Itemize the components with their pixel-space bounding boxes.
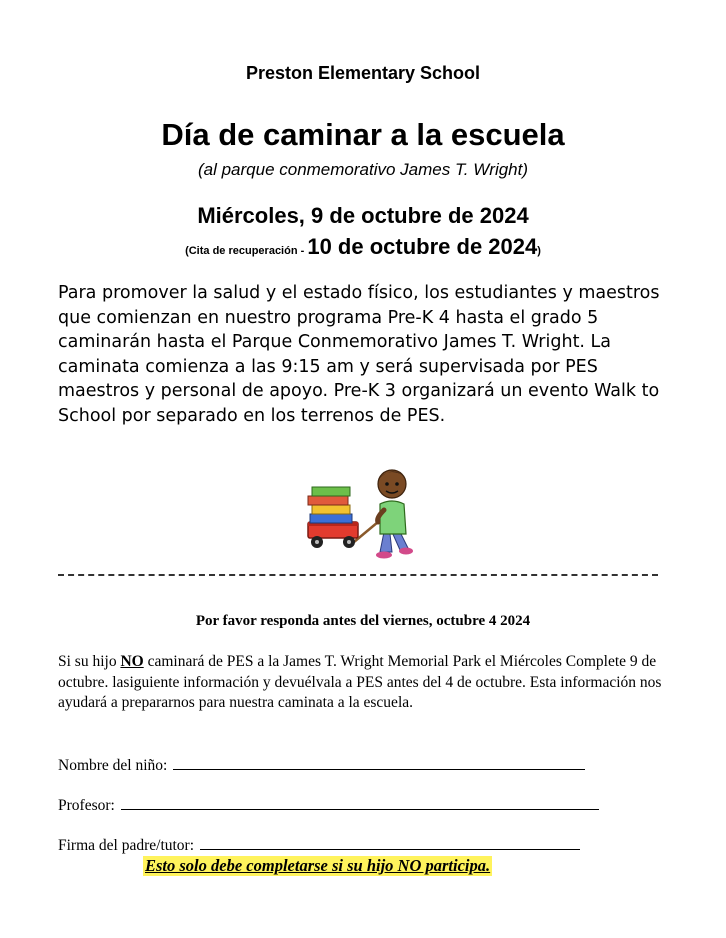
instructions-start: Si su hijo	[58, 653, 121, 670]
signature-line[interactable]	[200, 835, 580, 850]
rain-date: 10 de octubre de 2024	[307, 234, 538, 259]
form-instructions	[58, 652, 670, 714]
rsvp-deadline: Por favor responda antes del viernes, octubre 4 2024	[195, 613, 531, 629]
rain-date-line	[0, 234, 726, 260]
cut-line-divider	[58, 574, 658, 576]
instructions-no-emphasis: NO	[120, 653, 144, 670]
teacher-label: Profesor:	[58, 797, 115, 814]
child-pulling-wagon-with-books-icon	[300, 460, 422, 566]
signature-label: Firma del padre/tutor:	[58, 837, 195, 854]
event-title: Día de caminar a la escuela	[161, 117, 565, 152]
school-name: Preston Elementary School	[245, 63, 481, 83]
event-subtitle: (al parque conmemorativo James T. Wright)	[197, 160, 529, 179]
rain-date-prefix: (Cita de recuperación -	[185, 245, 308, 257]
intro-paragraph: Para promover la salud y el estado físico, los estudiantes y maestros que comienzan en nuestro programa Pre-K 4 hasta el grado 5 caminarán hasta el Parque Conmemorativo James T. Wright. La caminata comienza a las 9:15 am y será supervisada por PES maestros y personal de apoyo. Pre-K 3 organizará un evento Walk to School por separado en los terrenos de PES.	[58, 283, 660, 426]
instructions-rest: caminará de PES a la James T. Wright Memorial Park el Miércoles Complete 9 de octubre. lasiguiente información y devuélvala a PES antes del 4 de octubre. Esta información nos ayudará a prepararnos para nuestra caminata a la escuela.	[58, 653, 662, 711]
teacher-field[interactable]	[58, 795, 599, 815]
child-name-field[interactable]	[58, 755, 585, 775]
signature-field[interactable]	[58, 835, 580, 855]
participation-note: Esto solo debe completarse si su hijo NO participa.	[145, 856, 491, 875]
child-name-line[interactable]	[173, 755, 585, 770]
rain-date-suffix: )	[537, 245, 541, 257]
event-date: Miércoles, 9 de octubre de 2024	[197, 203, 529, 228]
child-name-label: Nombre del niño:	[58, 757, 168, 774]
teacher-line[interactable]	[121, 795, 599, 810]
